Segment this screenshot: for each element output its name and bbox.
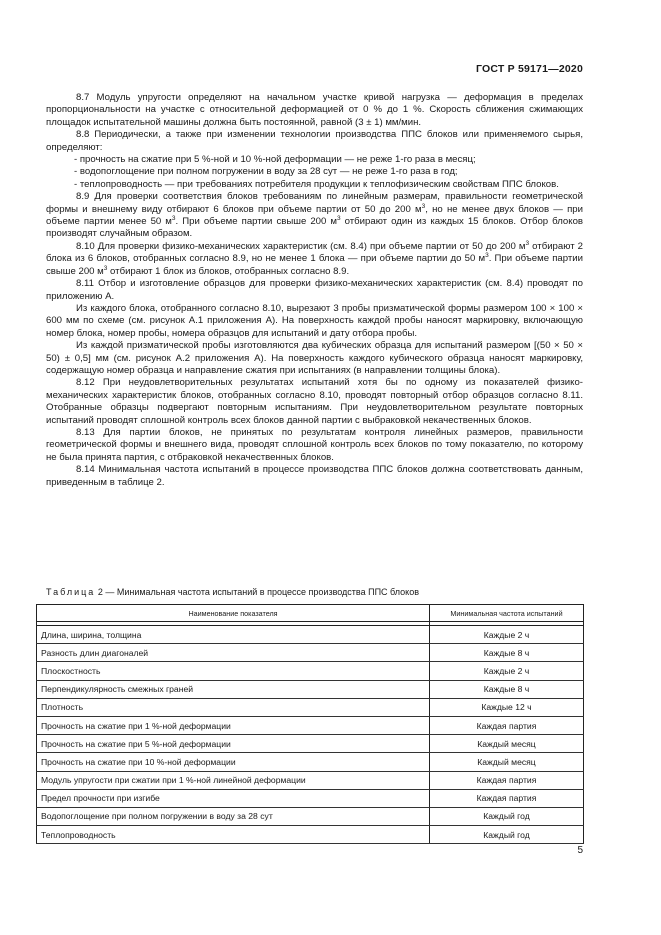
table-row: [37, 626, 584, 644]
frequency-table: [36, 604, 584, 844]
table-row: [37, 644, 584, 662]
paragraph-8-11-cubes: Из каждой призматической пробы изготовляются два кубических образца для испытаний размером [(50 × 50 × 50) ± 0,5] мм (см. рисунок А.2 приложения А). На поверхность каждого кубического образца наносят маркировку, содержащую номер образца и направление сжатия при испытаниях (в направлении толщины блока).: [46, 340, 583, 376]
table-row: [37, 698, 584, 716]
table-cell: Разность длин диагоналей: [37, 644, 430, 662]
document-code: ГОСТ Р 59171—2020: [475, 63, 583, 75]
list-item: - водопоглощение при полном погружении в воду за 28 сут — не реже 1-го раза в год;: [74, 166, 458, 178]
table-row: [37, 680, 584, 698]
paragraph-8-14: 8.14 Минимальная частота испытаний в процессе производства ППС блоков должна соответствовать данным, приведенным в таблице 2.: [46, 464, 583, 488]
list-item: - теплопроводность — при требованиях потребителя продукции к теплофизическим свойствам ППС блоков.: [74, 178, 559, 190]
table-caption-label: Таблица: [46, 587, 96, 597]
body-text: [46, 92, 583, 489]
list-item: - прочность на сжатие при 5 %-ной и 10 %-ной деформации — не реже 1-го раза в месяц;: [74, 154, 476, 166]
table-row: [37, 662, 584, 680]
table-cell: Каждая партия: [430, 716, 584, 734]
table-row: [37, 771, 584, 789]
table-cell: Перпендикулярность смежных граней: [37, 680, 430, 698]
table-cell: Водопоглощение при полном погружении в воду за 28 сут: [37, 807, 430, 825]
table-cell: Предел прочности при изгибе: [37, 789, 430, 807]
paragraph-8-9: 8.9 Для проверки соответствия блоков требованиям по линейным размерам, правильности геометрической формы и внешнему виду отбирают 6 блоков при объеме партии от 50 до 200 $м^3$, но не менее двух блоков — при объеме партии менее 50 $м^3$. При объеме партии свыше 200 $м^3$ отбирают один из каждых 15 блоков. Отбор блоков производят случайным образом.: [46, 191, 583, 240]
table-cell: Модуль упругости при сжатии при 1 %-ной линейной деформации: [37, 771, 430, 789]
table-cell: Прочность на сжатие при 10 %-ной деформации: [37, 753, 430, 771]
table-cell: Прочность на сжатие при 5 %-ной деформации: [37, 735, 430, 753]
paragraph-8-7: 8.7 Модуль упругости определяют на начальном участке кривой нагрузка — деформация в пределах пропорциональности на участке с относительной деформацией от 0 % до 1 %. Скорость сближения сжимающих площадок испытательной машины должна быть постоянной, равной (3 ± 1) мм/мин.: [46, 92, 583, 128]
table-caption-text: 2 — Минимальная частота испытаний в процессе производства ППС блоков: [97, 587, 419, 597]
table-cell: Каждые 8 ч: [430, 680, 584, 698]
table-cell: Каждый год: [430, 807, 584, 825]
table-row: [37, 716, 584, 734]
paragraph-8-13: 8.13 Для партии блоков, не принятых по результатам контроля линейных размеров, правильности геометрической формы и внешнего вида, проводят сплошной контроль всех блоков по тому показателю, по которому не была принята партия, с отбраковкой некачественных блоков.: [46, 426, 583, 463]
table-cell: Плотность: [37, 698, 430, 716]
table-cell: Каждые 2 ч: [430, 662, 584, 680]
column-header-frequency: Минимальная частота испытаний: [430, 605, 584, 622]
table-row: [37, 753, 584, 771]
table-row: [37, 826, 584, 844]
table-cell: Каждый месяц: [430, 753, 584, 771]
paragraph-8-8: 8.8 Периодически, а также при изменении технологии производства ППС блоков или применяемого сырья, определяют:: [46, 129, 583, 153]
table-cell: Каждые 12 ч: [430, 698, 584, 716]
table-row: [37, 789, 584, 807]
table-header-row: [37, 605, 584, 622]
table-cell: Плоскостность: [37, 662, 430, 680]
table-cell: Теплопроводность: [37, 826, 430, 844]
table-row: [37, 807, 584, 825]
paragraph-8-11: 8.11 Отбор и изготовление образцов для проверки физико-механических характеристик (см. 8.4) проводят по приложению А.: [46, 278, 583, 302]
table-cell: Каждый месяц: [430, 735, 584, 753]
table-cell: Каждые 2 ч: [430, 626, 584, 644]
page-number: 5: [577, 845, 583, 856]
table-cell: Прочность на сжатие при 1 %-ной деформации: [37, 716, 430, 734]
column-header-indicator: Наименование показателя: [37, 605, 430, 622]
table-cell: Каждая партия: [430, 771, 584, 789]
table-cell: Длина, ширина, толщина: [37, 626, 430, 644]
table-cell: Каждые 8 ч: [430, 644, 584, 662]
paragraph-8-12: 8.12 При неудовлетворительных результатах испытаний хотя бы по одному из показателей физико-механических характеристик блоков, отобранных согласно 8.10, проводят повторный отбор образцов согласно 8.11. Отобранные образцы подвергают повторным испытаниям. При неудовлетворительном результате повторных испытаний проводят сплошной контроль всех блоков данной партии с выбраковкой некачественных блоков.: [46, 377, 583, 426]
table-cell: Каждая партия: [430, 789, 584, 807]
table-row: [37, 735, 584, 753]
table-cell: Каждый год: [430, 826, 584, 844]
paragraph-8-11-samples: Из каждого блока, отобранного согласно 8.10, вырезают 3 пробы призматической формы размером 100 × 100 × 600 мм по схеме (см. рисунок А.1 приложения А). На поверхность каждой пробы наносят маркировку, включающую номер блока, номер пробы, номера образцов для испытаний и дату отбора пробы.: [46, 302, 583, 339]
paragraph-8-10: 8.10 Для проверки физико-механических характеристик (см. 8.4) при объеме партии от 50 до 200 $м^3$ отбирают 2 блока из 6 блоков, отобранных согласно 8.9, но не менее 1 блока — при объеме партии до 50 $м^3$. При объеме партии свыше 200 $м^3$ отбирают 1 блок из блоков, отобранных согласно 8.9.: [46, 239, 583, 277]
table-caption: [46, 586, 583, 598]
